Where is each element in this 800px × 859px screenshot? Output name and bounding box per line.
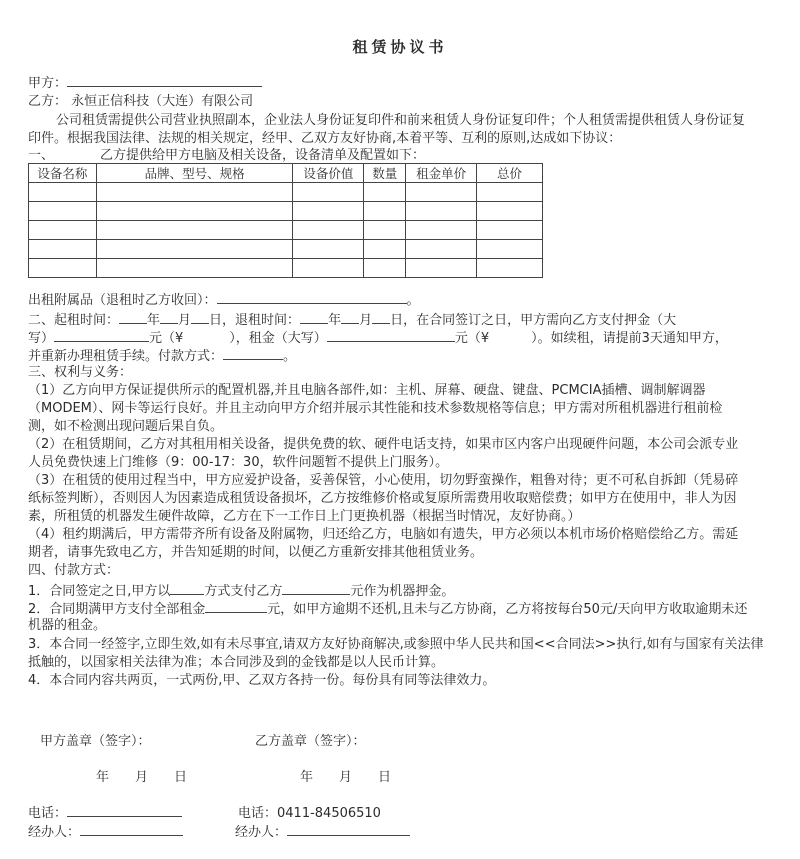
section3-line: 期者，请事先致电乙方，并告知延期的时间，以便乙方重新安排其他租赁业务。 [28, 545, 484, 560]
table-cell[interactable] [96, 240, 293, 259]
renewal-text: ）。如续租，请提前3天通知甲方， [531, 331, 728, 346]
payment-clause-3: 3．本合同一经签字,立即生效,如有未尽事宜,请双方友好协商解决,或参照中华人民共和国<<合同法>>执行,如有与国家有关法律 [28, 637, 764, 652]
table-cell[interactable] [293, 240, 364, 259]
table-cell[interactable] [406, 202, 477, 221]
party-b-date: 年 月 日 [300, 770, 392, 785]
table-cell[interactable] [406, 240, 477, 259]
party-b-handler-label: 经办人： [235, 825, 288, 840]
rent-words-label: ），租金（大写） [229, 331, 327, 346]
col-header-unit-rent: 租金单价 [406, 164, 477, 183]
table-header-row [29, 164, 543, 183]
section3-line: （1）乙方向甲方保证提供所示的配置机器,并且电脑各部件,如：主机、屏幕、硬盘、键盘、PCMCIA插槽、调制解调器 [28, 383, 706, 398]
table-cell[interactable] [293, 221, 364, 240]
section3-line: 素，所租赁的机器发生硬件故障，乙方在下一工作日上门更换机器（根据当时情况，友好协商。） [28, 509, 581, 524]
accessories-label: 出租附属品（退租时乙方收回）： [28, 293, 217, 308]
start-day-blank[interactable] [191, 311, 209, 324]
table-cell[interactable] [406, 183, 477, 202]
deposit-yuan-label: 元（¥ [149, 331, 184, 346]
year-text: 年 [328, 313, 342, 328]
table-row [29, 183, 543, 202]
table-row [29, 259, 543, 278]
party-a-handler-label: 经办人： [28, 825, 81, 840]
party-a-stamp-label: 甲方盖章（签字）： [40, 734, 151, 749]
col-header-device-name: 设备名称 [29, 164, 97, 183]
table-cell[interactable] [364, 240, 406, 259]
start-month-blank[interactable] [160, 311, 178, 324]
period: 。 [283, 349, 297, 364]
pay1-text-c: 元作为机器押金。 [350, 584, 455, 599]
start-date-label: 二、起租时间： [28, 313, 120, 328]
party-b-phone: 电话：0411-84506510 [238, 806, 381, 821]
table-row [29, 202, 543, 221]
pay2-text-b: 元，如甲方逾期不还机,且未与乙方协商，乙方将按每台50元/天向甲方收取逾期未还 [267, 602, 748, 617]
payment-clause-2-cont: 机器的租金。 [28, 618, 107, 633]
table-cell[interactable] [96, 202, 293, 221]
table-cell[interactable] [29, 240, 97, 259]
table-cell[interactable] [477, 183, 543, 202]
party-a-handler-blank[interactable] [80, 823, 183, 836]
table-cell[interactable] [477, 221, 543, 240]
table-cell[interactable] [364, 221, 406, 240]
payment-clause-3-cont: 抵触的，以国家相关法律为准；本合同涉及到的金钱都是以人民币计算。 [28, 655, 445, 670]
table-cell[interactable] [477, 240, 543, 259]
col-header-brand-model: 品牌、型号、规格 [96, 164, 293, 183]
deposit-amount-blank[interactable] [282, 582, 350, 595]
section3-line: 纸标签判断），否则因人为因素造成租赁设备损坏，乙方按维修价格或复原所需费用收取赔偿费；如甲方在使用中，非人为因 [28, 491, 737, 506]
section1-number: 一、 [28, 148, 55, 163]
table-cell[interactable] [96, 259, 293, 278]
rent-yuan-label: 元（¥ [454, 331, 490, 346]
end-day-blank[interactable] [372, 311, 390, 324]
section4-title: 四、付款方式： [28, 563, 120, 578]
table-cell[interactable] [29, 202, 97, 221]
section2-line-1 [28, 311, 676, 329]
accessories-suffix: 。 [406, 293, 420, 308]
intro-line-2: 印件。根据我国法律、法规的相关规定，经甲、乙双方友好协商,本着平等、互利的原则,达成如下协议： [28, 131, 622, 146]
section3-line: （2）在租赁期间，乙方对其租用相关设备，提供免费的软、硬件电话支持，如果市区内客户出现硬件问题，本公司会派专业 [28, 437, 739, 452]
table-cell[interactable] [293, 183, 364, 202]
payment-clause-2 [28, 600, 747, 618]
col-header-total: 总价 [477, 164, 543, 183]
table-cell[interactable] [364, 183, 406, 202]
section1-text: 乙方提供给甲方电脑及相关设备，设备清单及配置如下： [100, 148, 426, 163]
section3-line: （4）租约期满后，甲方需带齐所有设备及附属物，归还给乙方，电脑如有遗失，甲方必须以本机市场价格赔偿给乙方。需延 [28, 527, 739, 542]
section3-line: 人员免费快速上门维修（9：00-17：30，软件问题暂不提供上门服务）。 [28, 455, 449, 470]
table-cell[interactable] [477, 259, 543, 278]
payment-clause-1 [28, 582, 454, 600]
table-cell[interactable] [293, 202, 364, 221]
payment-method-label: 并重新办理租赁手续。付款方式： [28, 349, 224, 364]
accessories-line [28, 291, 420, 309]
pay1-text-a: 1．合同签定之日,甲方以 [28, 584, 171, 599]
pay1-text-b: 方式支付乙方 [204, 584, 283, 599]
deposit-words-label: 写） [28, 331, 55, 346]
pay2-text-a: 2．合同期满甲方支付全部租金 [28, 602, 206, 617]
rent-words-blank[interactable] [327, 329, 455, 342]
section3-line: （MODEM）、网卡等运行良好。并且主动向甲方介绍并展示其性能和技术参数规格等信息；甲方需对所租机器进行租前检 [28, 401, 723, 416]
section3-line: （3）在租赁的使用过程当中，甲方应爱护设备，妥善保管，小心使用，切勿野蛮操作，粗鲁对待；更不可私自拆卸（凭易碎 [28, 473, 739, 488]
table-row [29, 221, 543, 240]
party-a-phone-blank[interactable] [67, 804, 182, 817]
deposit-method-blank[interactable] [170, 582, 204, 595]
month-text: 月 [359, 313, 373, 328]
table-cell[interactable] [293, 259, 364, 278]
month-text: 月 [178, 313, 192, 328]
table-cell[interactable] [96, 221, 293, 240]
accessories-blank[interactable] [217, 291, 407, 304]
party-b-handler-line [235, 821, 410, 840]
party-a-handler-line [28, 821, 183, 840]
deposit-text: 日，在合同签订之日，甲方需向乙方支付押金（大 [390, 313, 677, 328]
end-date-label: 日，退租时间： [209, 313, 301, 328]
table-row [29, 240, 543, 259]
start-year-blank[interactable] [119, 311, 147, 324]
table-cell[interactable] [406, 221, 477, 240]
table-cell[interactable] [406, 259, 477, 278]
table-cell[interactable] [364, 202, 406, 221]
document-title: 租赁协议书 [352, 38, 448, 56]
table-cell[interactable] [96, 183, 293, 202]
section3-title: 三、权利与义务： [28, 365, 133, 380]
party-b-line: 乙方： 永恒正信科技（大连）有限公司 [28, 94, 254, 109]
section2-line-3 [28, 347, 296, 365]
table-cell[interactable] [477, 202, 543, 221]
equipment-table [28, 163, 543, 278]
end-year-blank[interactable] [300, 311, 328, 324]
payment-method-blank[interactable] [223, 347, 283, 360]
section3-line: 测，如不检测出现问题后果自负。 [28, 419, 224, 434]
party-a-label: 甲方： [28, 76, 68, 91]
intro-line-1: 公司租赁需提供公司营业执照副本，企业法人身份证复印件和前来租赁人身份证复印件；个人租赁需提供租赁人身份证复 [56, 113, 746, 128]
table-cell[interactable] [29, 259, 97, 278]
payment-clause-4: 4．本合同内容共两页，一式两份,甲、乙双方各持一份。每份具有同等法律效力。 [28, 673, 496, 688]
total-rent-blank[interactable] [205, 600, 267, 613]
table-cell[interactable] [29, 183, 97, 202]
table-cell[interactable] [364, 259, 406, 278]
end-month-blank[interactable] [341, 311, 359, 324]
party-a-blank[interactable] [67, 74, 262, 87]
party-a-phone-label: 电话： [28, 806, 68, 821]
section1-heading [28, 148, 425, 164]
col-header-quantity: 数量 [364, 164, 406, 183]
party-b-stamp-label: 乙方盖章（签字）： [255, 734, 366, 749]
party-a-phone-line [28, 802, 182, 821]
party-a-date: 年 月 日 [96, 770, 188, 785]
year-text: 年 [147, 313, 161, 328]
table-cell[interactable] [29, 221, 97, 240]
deposit-words-blank[interactable] [54, 329, 149, 342]
party-b-handler-blank[interactable] [287, 823, 410, 836]
section2-line-2 [28, 329, 728, 347]
col-header-device-value: 设备价值 [293, 164, 364, 183]
party-a-line [28, 74, 262, 92]
